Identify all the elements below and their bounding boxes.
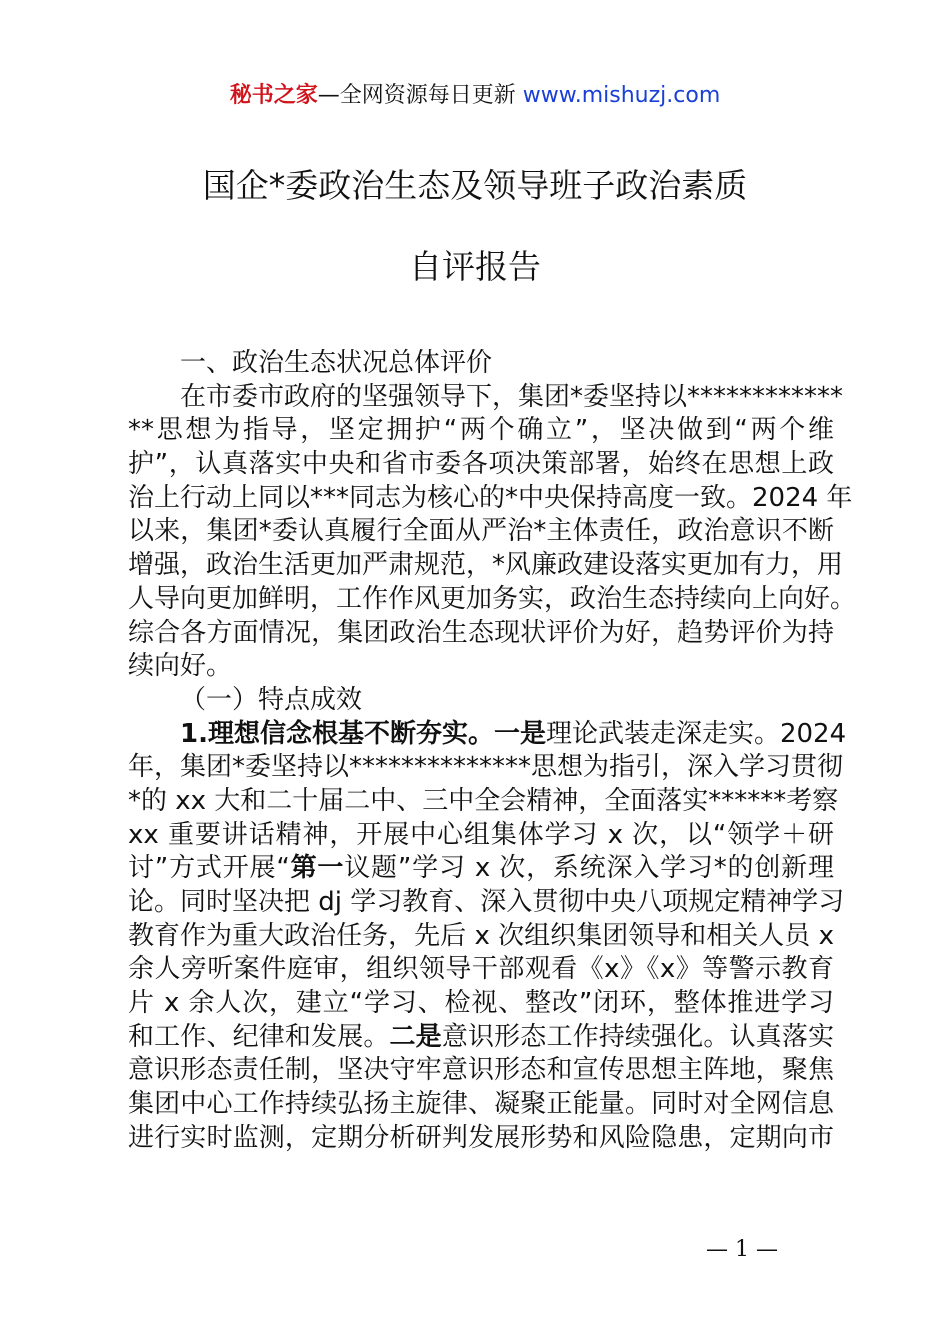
subsection-heading: （一）特点成效 [180,684,363,715]
body-line: 集团中心工作持续弘扬主旋律、凝聚正能量。同时对全网信息 [128,1089,834,1120]
bold-phrase: 第一 [289,853,345,884]
site-url[interactable]: www.mishuzj.com [522,83,721,108]
bold-lead: 二是 [389,1021,442,1052]
body-text: 议题”学习 x 次，系统深入学习*的创新理 [344,853,834,884]
title-line-2: 自评报告 [409,247,541,286]
body-line: 进行实时监测，定期分析研判发展形势和风险隐患，定期向市 [128,1122,834,1153]
body-line: 年，集团*委坚持以**************思想为指引，深入学习贯彻 [128,752,844,783]
body-line: 意识形态责任制，坚决守牢意识形态和宣传思想主阵地，聚焦 [128,1055,834,1086]
section-heading: 一、政治生态状况总体评价 [180,348,493,378]
body-line: 综合各方面情况，集团政治生态现状评价为好，趋势评价为持 [128,617,834,648]
site-brand: 秘书之家 [229,83,318,108]
body-line: 人导向更加鲜明，工作作风更加务实，政治生态持续向上向好。 [128,583,857,614]
site-tagline: —全网资源每日更新 [317,83,523,108]
body-line: 续向好。 [128,651,233,682]
body-text: 理论武装走深走实。2024 [545,718,847,749]
body-line: *的 xx 大和二十届二中、三中全会精神，全面落实******考察 [128,785,839,816]
site-header [0,80,950,112]
body-text: 意识形态工作持续强化。认真落实 [441,1021,834,1052]
document-title [0,164,950,289]
page-number: — 1 — [706,1237,778,1262]
body-line: 增强，政治生活更加严肃规范，*风廉政建设落实更加有力，用 [128,550,844,581]
title-line-1: 国企*委政治生态及领导班子政治素质 [202,166,748,205]
body-line: 论。同时坚决把 dj 学习教育、深入贯彻中央八项规定精神学习 [128,887,845,917]
body-line: 在市委市政府的坚强领导下，集团*委坚持以************ [180,381,844,412]
body-line [128,852,834,886]
body-line: 教育作为重大政治任务，先后 x 次组织集团领导和相关人员 x [128,920,834,951]
document-body [128,347,857,1156]
body-line: 片 x 余人次，建立“学习、检视、整改”闭环，整体推进学习 [128,988,834,1019]
body-line [128,1021,834,1055]
body-line: 治上行动上同以***同志为核心的*中央保持高度一致。2024 年 [128,482,853,513]
body-line: xx 重要讲话精神，开展中心组集体学习 x 次，以“领学＋研 [128,819,834,850]
bold-lead: 1.理想信念根基不断夯实。一是 [180,718,546,749]
body-line: **思想为指导，坚定拥护“两个确立”，坚决做到“两个维 [128,415,834,446]
body-line: 余人旁听案件庭审，组织领导干部观看《x》《x》等警示教育 [128,954,834,985]
body-line: 护”，认真落实中央和省市委各项决策部署，始终在思想上政 [128,449,834,480]
body-line [128,718,847,752]
body-text: 和工作、纪律和发展。 [128,1021,390,1052]
body-line: 以来，集团*委认真履行全面从严治*主体责任，政治意识不断 [128,516,834,547]
body-text: 讨”方式开展“ [128,853,290,884]
